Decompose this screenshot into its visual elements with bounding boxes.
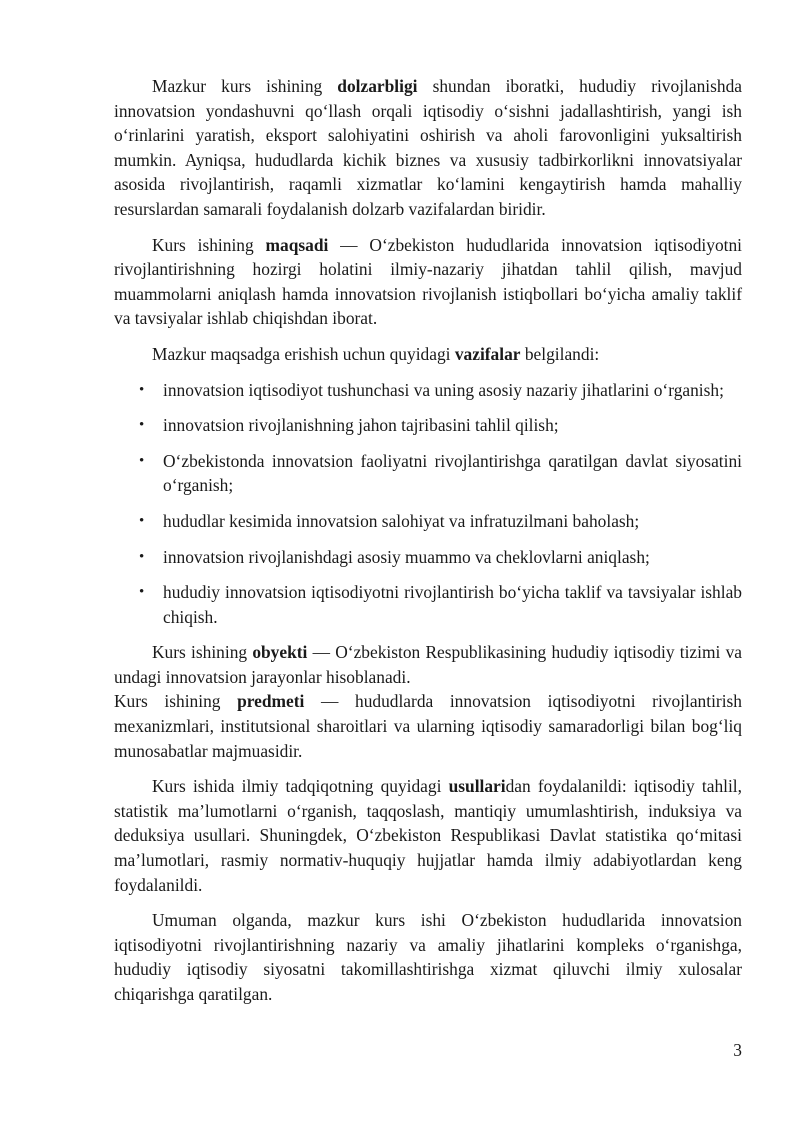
bullet-icon: • <box>139 512 145 529</box>
page-number: 3 <box>733 1040 742 1060</box>
term-goal: maqsadi <box>265 234 329 255</box>
bullet-icon: • <box>139 381 145 398</box>
term-methods: usullari <box>448 776 506 797</box>
term-object: obyekti <box>252 642 308 663</box>
term-subject: predmeti <box>237 691 305 712</box>
bullet-icon: • <box>139 417 145 434</box>
list-item: • hududiy innovatsion iqtisodiyotni rivojlantirish bo‘yicha taklif va tavsiyalar ishlab chiqish. <box>139 582 742 627</box>
bullet-icon: • <box>139 584 145 601</box>
term-relevance: dolzarbligi <box>337 76 418 96</box>
paragraph-goal: Kurs ishining maqsadi — O‘zbekiston hududlarida innovatsion iqtisodiyotni rivojlantirishning hozirgi holatini ilmiy-nazariy jihatdan tahlil qilish, mavjud muammolarni aniqlash hamda innovatsion rivojlanish istiqbollari bo‘yicha amaliy taklif va tavsiyalar ishlab chiqishdan iborat. <box>114 234 742 329</box>
bullet-icon: • <box>139 548 145 565</box>
paragraph-methods: Kurs ishida ilmiy tadqiqotning quyidagi usullaridan foydalanildi: iqtisodiy tahlil, statistik ma’lumotlarni o‘rganish, taqqoslash, mantiqiy umumlashtirish, induksiya va deduksiya usullari. Shuningdek, O‘zbekiston Respublikasi Davlat statistika qo‘mitasi ma’lumotlari, rasmiy normativ-huquqiy hujjatlar hamda ilmiy adabiyotlardan keng foydalanildi. <box>114 776 742 895</box>
paragraph-conclusion: Umuman olganda, mazkur kurs ishi O‘zbekiston hududlarida innovatsion iqtisodiyotni rivojlantirishning nazariy va amaliy jihatlarini kompleks o‘rganishga, hududiy iqtisodiy siyosatni takomillashtirishga xizmat qiluvchi ilmiy xulosalar chiqarishga qaratilgan. <box>114 910 742 1004</box>
list-item: • innovatsion iqtisodiyot tushunchasi va uning asosiy nazariy jihatlarini o‘rganish; <box>114 378 742 403</box>
paragraph-relevance: Mazkur kurs ishining dolzarbligi shundan iboratki, hududiy rivojlanishda innovatsion yondashuvni qo‘llash orqali iqtisodiy o‘sishni jadallashtirish, yangi ish o‘rinlarini yaratish, eksport salohiyatini oshirish va aholi farovonligini yuksaltirish mumkin. Ayniqsa, hududlarda kichik biznes va xususiy tadbirkorlikni innovatsiyalar asosida rivojlantirish, raqamli xizmatlar ko‘lamini kengaytirish hamda mahalliy resurslardan samarali foydalanish dolzarb vazifalardan biridir. <box>114 76 742 219</box>
task-list <box>114 378 742 630</box>
document-page <box>114 74 742 1018</box>
list-item: • hududlar kesimida innovatsion salohiyat va infratuzilmani baholash; <box>114 509 742 534</box>
paragraph-tasks-intro: Mazkur maqsadga erishish uchun quyidagi vazifalar belgilandi: <box>152 343 600 364</box>
list-item: • innovatsion rivojlanishning jahon tajribasini tahlil qilish; <box>114 413 742 438</box>
bullet-icon: • <box>139 452 145 469</box>
list-item: • innovatsion rivojlanishdagi asosiy muammo va cheklovlarni aniqlash; <box>114 545 742 570</box>
paragraph-object-subject: Kurs ishining obyekti — O‘zbekiston Respublikasining hududiy iqtisodiy tizimi va undagi innovatsion jarayonlar hisoblanadi. Kurs ishining predmeti — hududlarda innovatsion iqtisodiyotni rivojlantirish mexanizmlari, institutsional sharoitlari va ularning iqtisodiy samaradorligi bilan bog‘liq munosabatlar majmuasidir. <box>114 642 742 761</box>
list-item: • O‘zbekistonda innovatsion faoliyatni rivojlantirishga qaratilgan davlat siyosatini o‘rganish; <box>139 450 742 496</box>
term-tasks: vazifalar <box>454 343 521 364</box>
